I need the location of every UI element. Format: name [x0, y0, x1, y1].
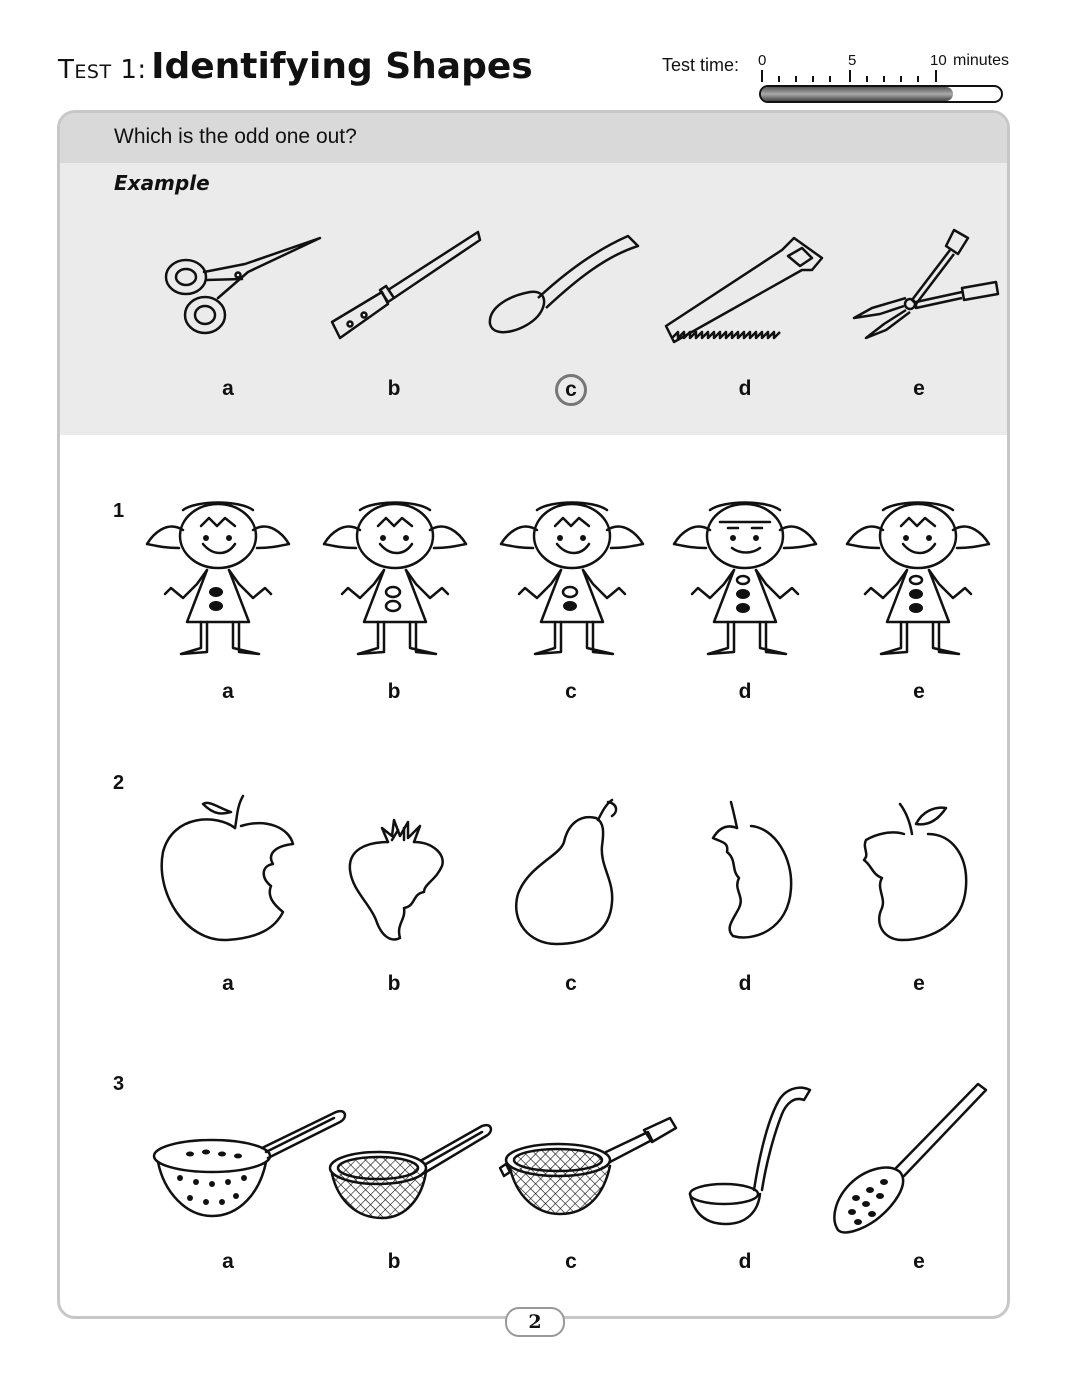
spoon-icon: [486, 232, 646, 342]
question-1-number: 1: [113, 500, 125, 522]
example-option-c-selected[interactable]: c: [555, 374, 587, 406]
example-option-a[interactable]: a: [222, 377, 234, 400]
q3-option-c[interactable]: c: [565, 1250, 577, 1273]
title-prefix: TEST 1:: [58, 55, 147, 85]
beetroot-icon: [342, 814, 454, 944]
timer-label: Test time:: [662, 55, 740, 75]
title-text: Identifying Shapes: [151, 46, 533, 87]
example-label: Example: [114, 171, 210, 195]
girl-icon: [320, 498, 470, 660]
q1-option-b[interactable]: b: [387, 680, 401, 703]
q3-option-b[interactable]: b: [387, 1250, 401, 1273]
timer-fill: [761, 87, 953, 101]
ladle-icon: [686, 1084, 818, 1230]
girl-icon: [497, 498, 647, 660]
q3-option-d[interactable]: d: [738, 1250, 752, 1273]
girl-icon: [143, 498, 293, 660]
q1-option-a[interactable]: a: [222, 680, 234, 703]
timer-tick-10: 10: [930, 52, 947, 69]
example-option-e[interactable]: e: [913, 377, 925, 400]
timer-bar: [758, 66, 1008, 106]
q1-option-e[interactable]: e: [913, 680, 925, 703]
timer-tick-0: 0: [758, 52, 767, 69]
plum-icon: [703, 798, 799, 944]
q2-option-a[interactable]: a: [222, 972, 234, 995]
q1-option-d[interactable]: d: [738, 680, 752, 703]
q3-option-a[interactable]: a: [222, 1250, 234, 1273]
question-3-number: 3: [113, 1073, 125, 1095]
apple-icon: [155, 792, 305, 948]
q3-option-e[interactable]: e: [913, 1250, 925, 1273]
example-option-d[interactable]: d: [738, 377, 752, 400]
test-timer: [662, 52, 1022, 112]
q2-option-e[interactable]: e: [913, 972, 925, 995]
example-option-b[interactable]: b: [387, 377, 401, 400]
instruction-text: Which is the odd one out?: [114, 125, 357, 148]
page-number: 2: [505, 1307, 565, 1337]
apple-icon: [852, 798, 972, 948]
q2-option-d[interactable]: d: [738, 972, 752, 995]
colander-icon: [150, 1104, 350, 1224]
q1-option-c[interactable]: c: [565, 680, 577, 703]
instruction-bar: [60, 113, 1007, 163]
q2-option-b[interactable]: b: [387, 972, 401, 995]
timer-unit: minutes: [953, 52, 1010, 69]
scissors-icon: [160, 232, 325, 342]
shears-icon: [850, 226, 1005, 346]
timer-tick-5: 5: [848, 52, 857, 69]
sieve-icon: [496, 1114, 681, 1226]
pear-icon: [508, 794, 626, 950]
sieve-icon: [326, 1120, 496, 1225]
question-2-number: 2: [113, 772, 125, 794]
page-title: [58, 46, 533, 87]
girl-icon: [843, 498, 993, 660]
knife-icon: [328, 228, 488, 343]
slotted-spoon-icon: [830, 1078, 992, 1240]
girl-icon: [670, 498, 820, 660]
saw-icon: [662, 226, 830, 346]
q2-option-c[interactable]: c: [565, 972, 577, 995]
